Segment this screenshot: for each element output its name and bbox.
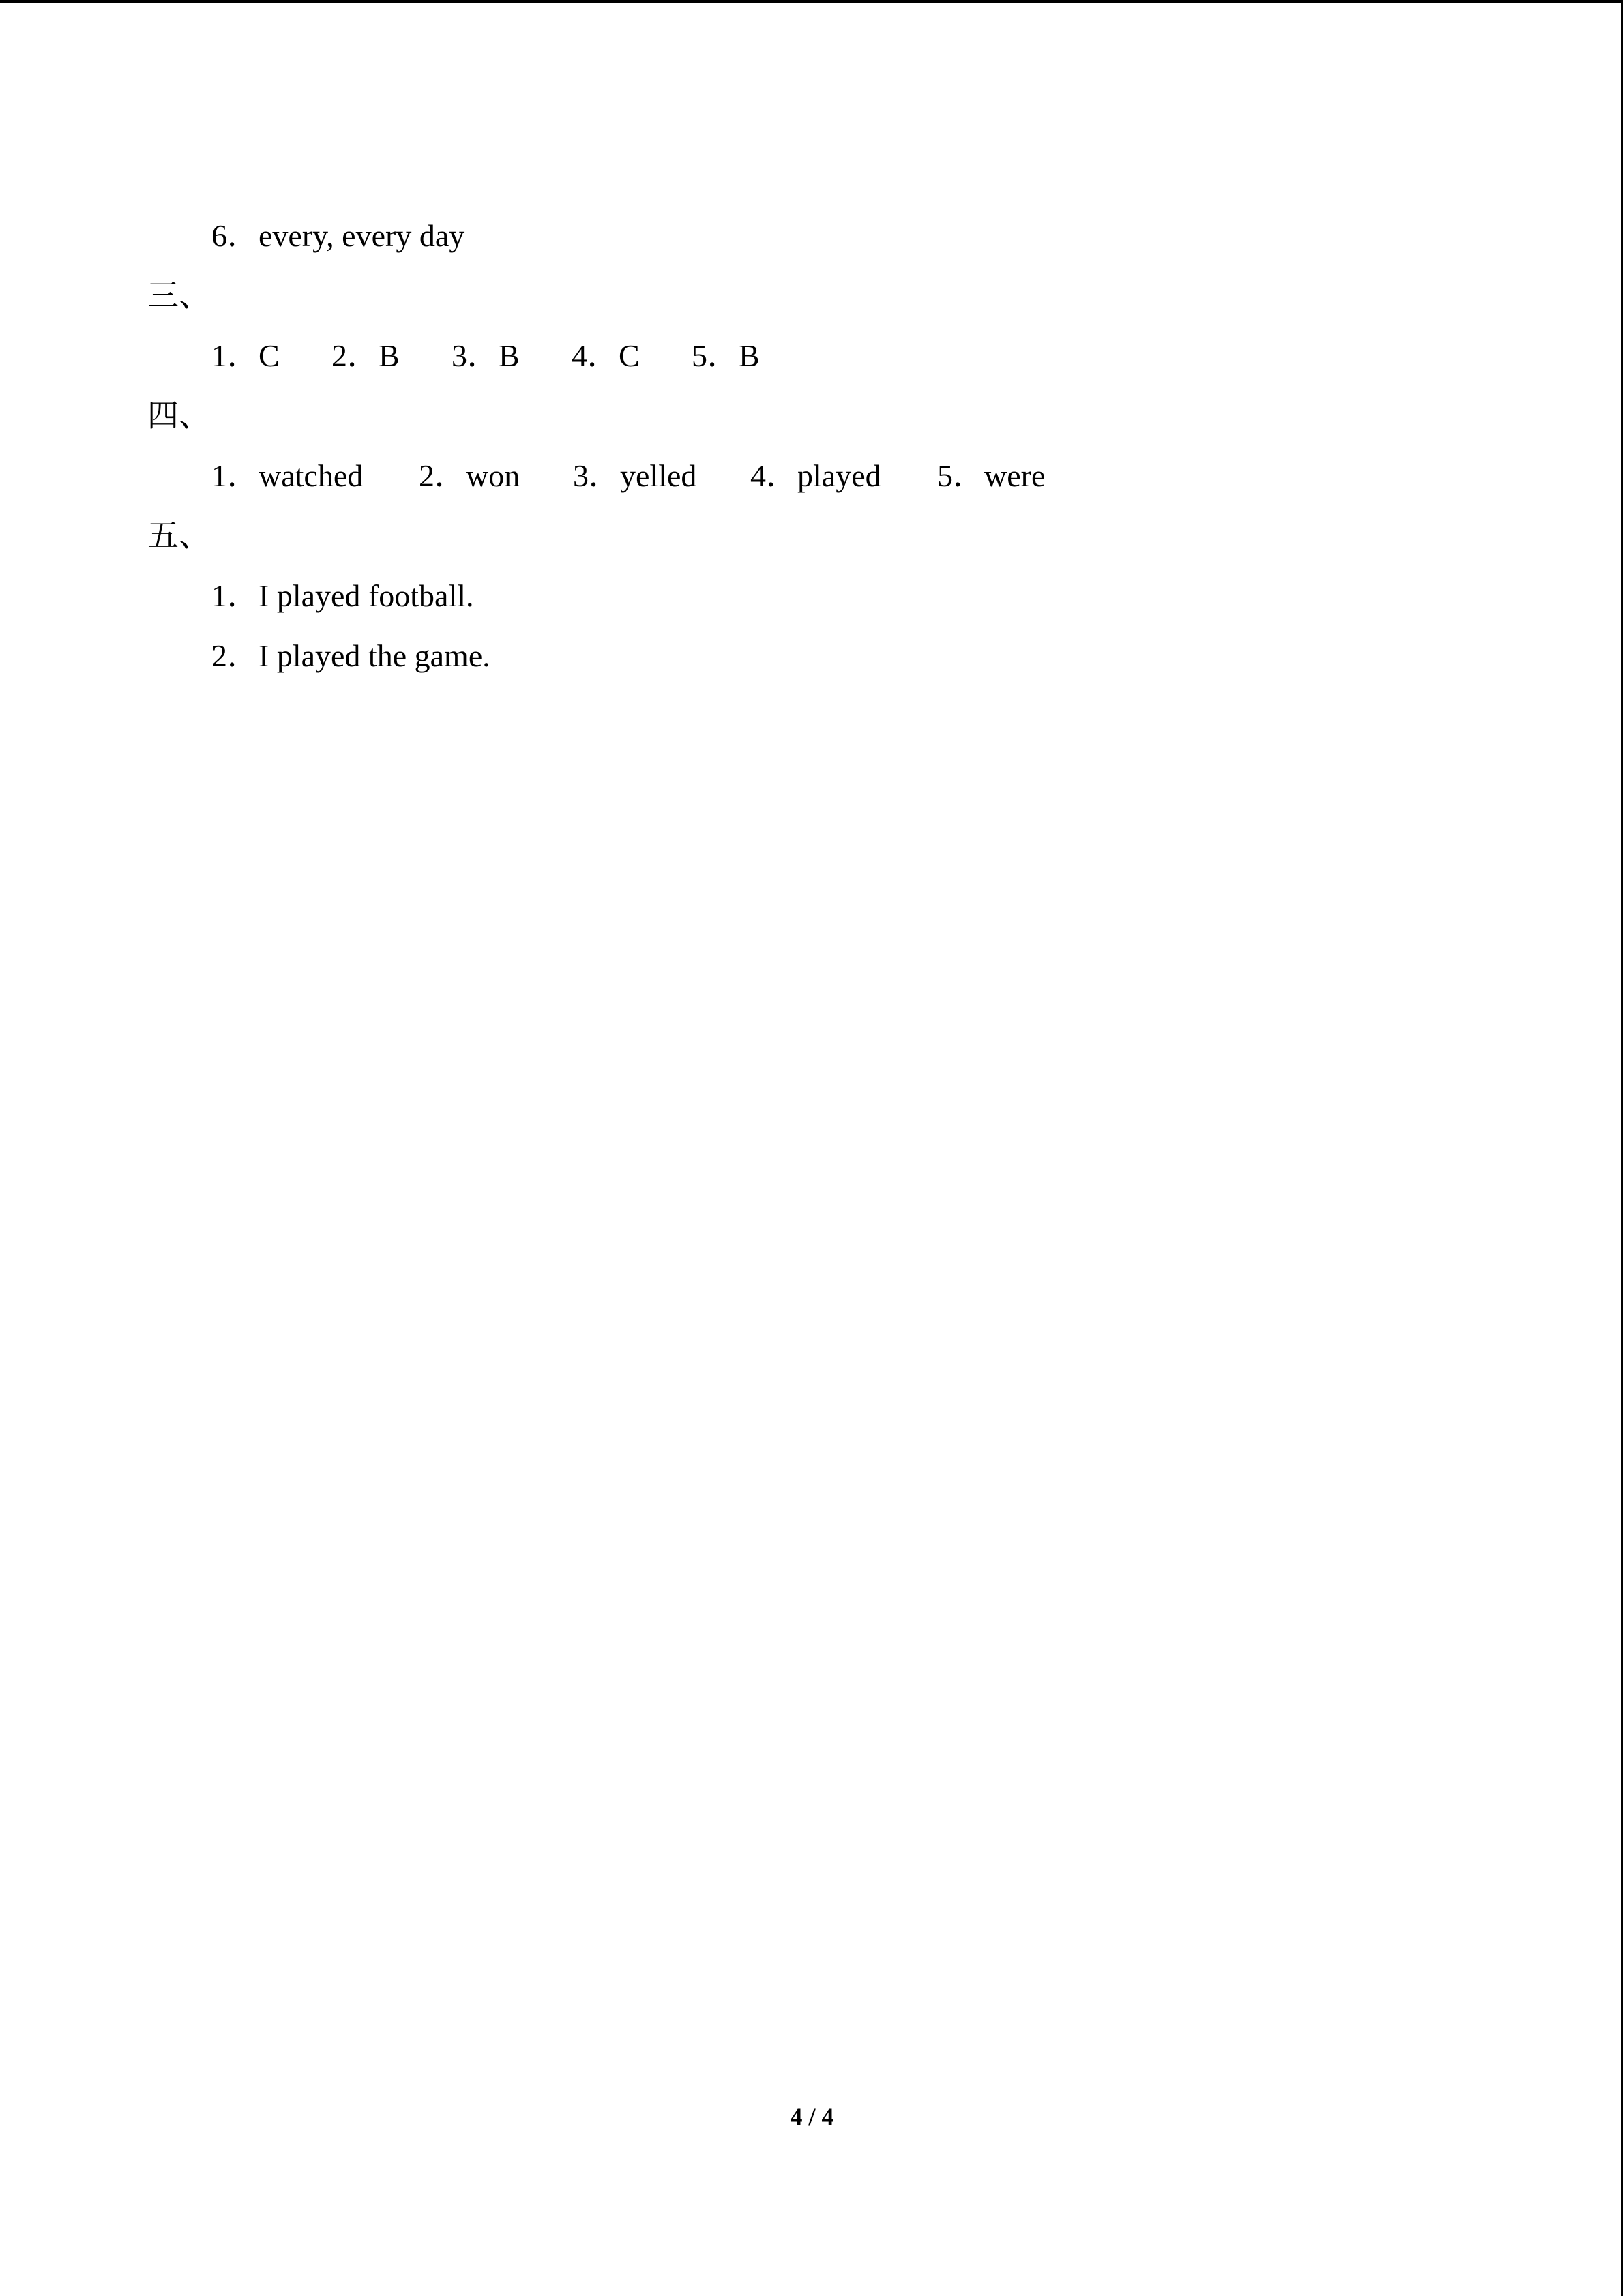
answer-item: 3．yelled: [573, 458, 697, 493]
section-heading-3: 三、: [147, 278, 210, 313]
section-heading-4: 四、: [147, 398, 210, 433]
page-number: 4 / 4: [790, 2103, 834, 2130]
answer-item: 4．C: [572, 338, 640, 373]
answer-line: 1．I played football.: [211, 578, 474, 613]
answer-item: 2．won: [419, 458, 520, 493]
answer-item: 1．watched: [211, 458, 364, 493]
answer-item: 1．C: [211, 338, 280, 373]
answer-item: 2．B: [331, 338, 400, 373]
section-heading-5: 五、: [147, 518, 210, 553]
answer-item: 5．B: [692, 338, 760, 373]
answer-line: 2．I played the game.: [211, 638, 490, 673]
answer-item: 3．B: [452, 338, 520, 373]
answer-item: 4．played: [750, 458, 881, 493]
answer-item: 5．were: [937, 458, 1046, 493]
answer-line-item6: 6．every, every day: [211, 218, 465, 253]
